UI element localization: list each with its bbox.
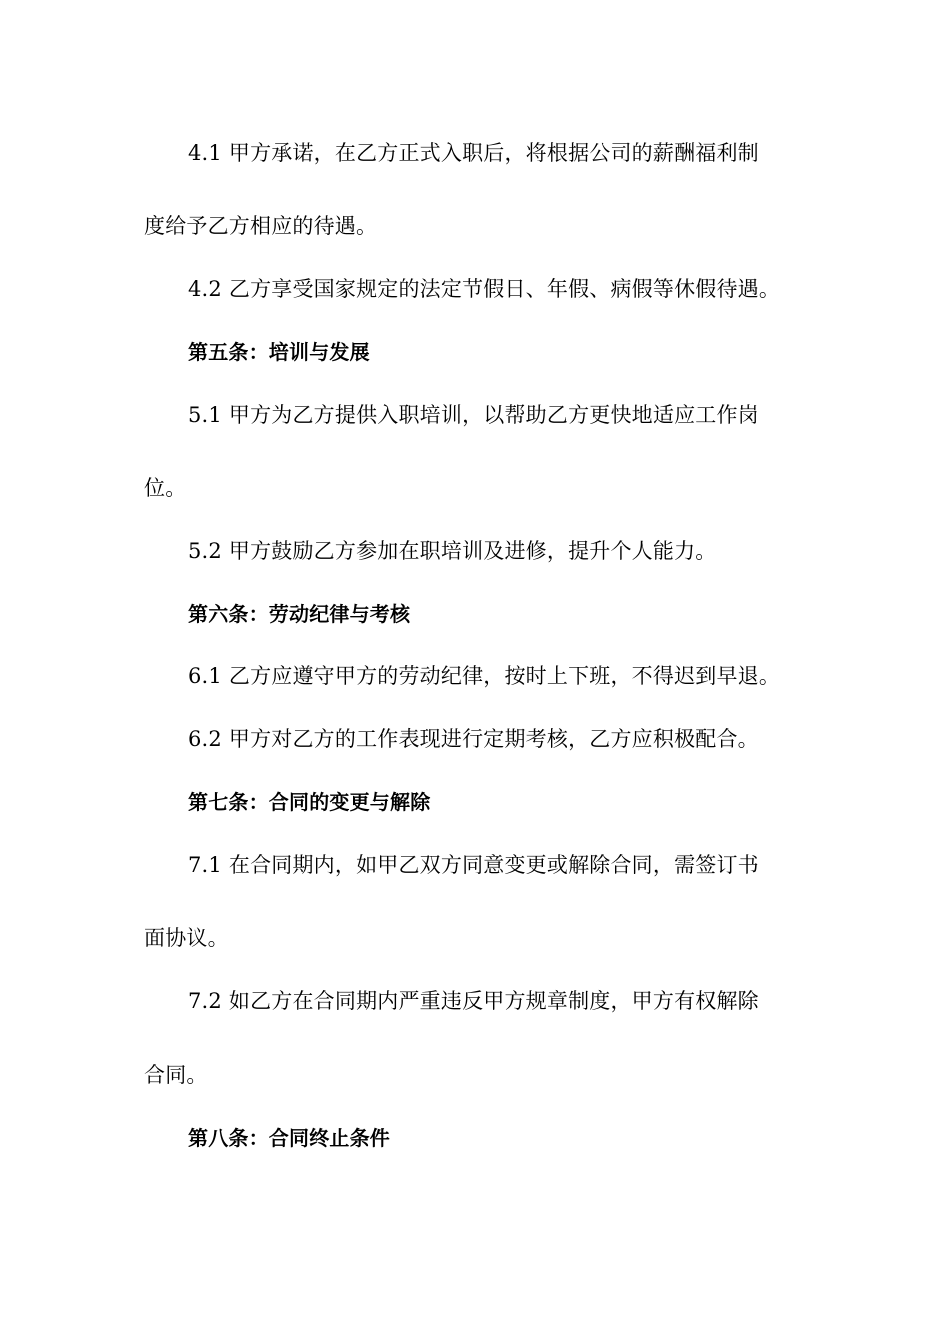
clause-6-1: 6.1 乙方应遵守甲方的劳动纪律，按时上下班，不得迟到早退。 — [188, 664, 781, 688]
section-8-heading: 第八条：合同终止条件 — [188, 1126, 390, 1150]
clause-6-2: 6.2 甲方对乙方的工作表现进行定期考核，乙方应积极配合。 — [188, 727, 759, 751]
section-6-heading: 第六条：劳动纪律与考核 — [188, 602, 411, 626]
clause-4-1-line-1: 4.1 甲方承诺，在乙方正式入职后，将根据公司的薪酬福利制 — [188, 141, 759, 165]
clause-7-2-line-1: 7.2 如乙方在合同期内严重违反甲方规章制度，甲方有权解除 — [188, 989, 759, 1013]
clause-5-2: 5.2 甲方鼓励乙方参加在职培训及进修，提升个人能力。 — [188, 539, 717, 563]
section-7-heading: 第七条：合同的变更与解除 — [188, 790, 431, 814]
clause-7-1-line-2: 面协议。 — [144, 926, 229, 950]
clause-5-1-line-2: 位。 — [144, 476, 187, 500]
section-5-heading: 第五条：培训与发展 — [188, 340, 370, 364]
clause-7-2-line-2: 合同。 — [144, 1063, 208, 1087]
clause-4-2: 4.2 乙方享受国家规定的法定节假日、年假、病假等休假待遇。 — [188, 277, 781, 301]
clause-7-1-line-1: 7.1 在合同期内，如甲乙双方同意变更或解除合同，需签订书 — [188, 853, 759, 877]
clause-5-1-line-1: 5.1 甲方为乙方提供入职培训，以帮助乙方更快地适应工作岗 — [188, 403, 759, 427]
clause-4-1-line-2: 度给予乙方相应的待遇。 — [144, 214, 378, 238]
